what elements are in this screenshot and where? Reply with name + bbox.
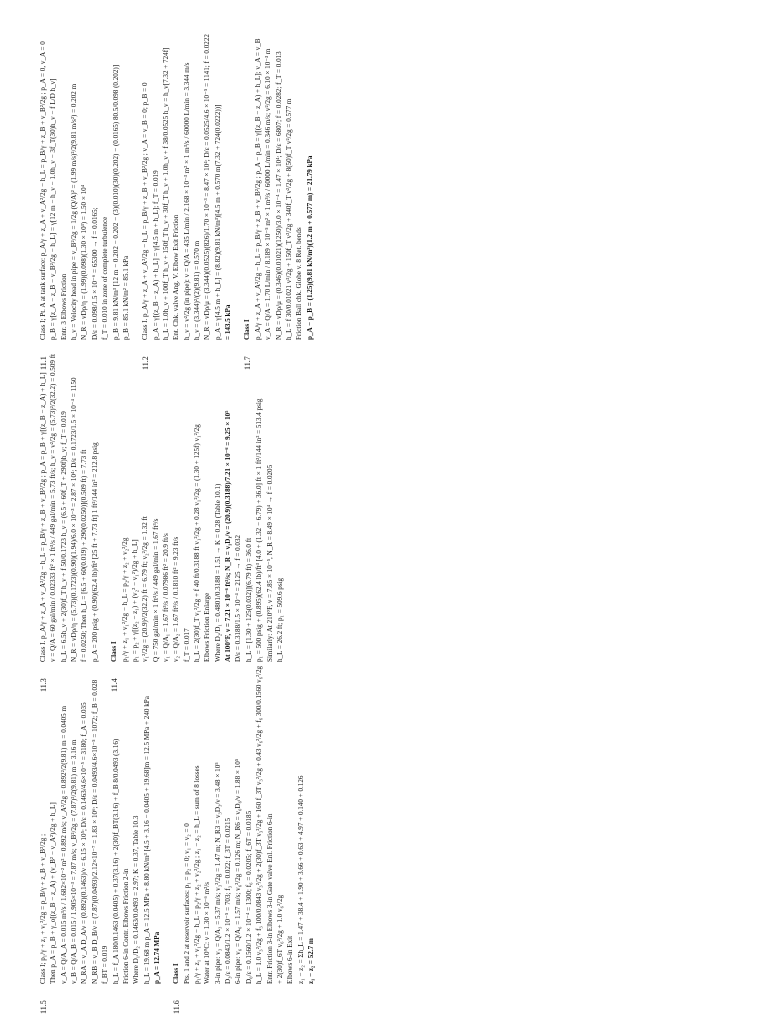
problem-block [110, 344, 285, 692]
solution-line: h_L = 19.68 m p_A = 12.5 MPa + 8.80 kN/m³ [4.5 + 3.16 − 0.0405 + 19.68]m = 12.5 MPa + 240 kPa [142, 696, 151, 984]
problem-number: 11.1 [39, 356, 48, 370]
solution-line: p_B = 85.1 kN/m² = 85.1 kPa [121, 255, 130, 340]
solution-line: h_L = 26.2 ft; p₁ = 509.6 psig [275, 577, 284, 662]
problem-block [39, 666, 162, 1014]
solution-line: Class I. p_A/γ + z_A + v_A²/2g − h_L = p_B/γ + z_B + v_B²/2g ; p_A = p_B + γ[(z_B − z_A) + h_L] [39, 372, 47, 662]
solution-line: N_RA = v_A D_A/ν = (0.892)(0.1463)/ν = 6.15 × 10⁵; D/ε = 0.1463/4.6×10⁻⁵ = 3180; f_A = 0.035 [80, 702, 89, 984]
solution-line: f = 0.0250; Then h_L = [6.5 + 60(0.019) + 290(0.0250)](0.509 ft) = 7.73 ft [80, 449, 89, 662]
solution-line: Entr. 3 Elbows Friction [59, 273, 68, 340]
solution-line: Elbows Friction Enlarge [203, 592, 212, 662]
solution-line: h_L = 1.0 v₃²/2g + f₃ 100/0.0843 v₃²/2g + 2(30)f_3T v₃²/2g + 160 f_3T v₃²/2g + 0.43 v₆²/2g + f₆ 300/0.1560 v₆²/2g [255, 665, 264, 984]
solution-line: Class I; p₁/γ + z₁ + v₁²/2g = p_B/γ + z_B + v_B²/2g ; [39, 833, 47, 984]
solution-line: Entr. Friction 3-in Elbows 3-in Gate valve Enl. Friction 6-in [265, 813, 274, 984]
solution-line: Class I [110, 641, 119, 662]
solution-line: Pts. 1 and 2 at reservoir surfaces: p₁ = p₂ = 0; v₁ = v₂ = 0 [182, 823, 191, 984]
problem-number: 11.7 [243, 356, 253, 370]
column-middle [38, 344, 738, 692]
solution-line: = 143.5 kPa [224, 304, 233, 340]
solution-line: v₁²/2g = (20.9)²/2(32.2) ft = 6.79 ft; v₂²/2g = 1.32 ft [141, 516, 150, 662]
problem-number: 11.6 [172, 1000, 182, 1014]
solution-line: N_R = vDρ/μ = (3.344)(0.0525)(826)/1.70 × 10⁻³ = 8.47 × 10⁴; D/ε = 0.0525/4.6 × 10⁻⁵ = 1141; f = 0.0222 [203, 34, 212, 340]
solution-line: h_L = f_A 180/0.1463 (0.0405) + 0.37(3.16) + 2(30)f_BT(3.16) + f_B 8/0.0493 (3.16) [111, 738, 120, 984]
problem-block [243, 22, 315, 370]
solution-line: h_L = f 30/0.01021 v²/2g + 150f_T v²/2g + 340f_T v²/2g + 8(50)f_T v²/2g = 0.577 m [284, 98, 293, 340]
problem-block [39, 22, 131, 370]
solution-line: Where D₁/D₂ = 0.1463/0.0493 = 2.97; K = 0.37, Table 10.3 [132, 815, 141, 984]
solution-line: z₁ − z₂ = 52.7 m [306, 938, 315, 984]
solution-line: v = Q/A = 60 gal/min / 0.02333 ft² × 1 ft³/s / 449 gal/min = 5.73 ft/s; h_v = v²/2g = (5.73)²/2(32.2) = 0.509 ft [49, 353, 58, 662]
solution-line: Class I [172, 963, 181, 984]
solution-line: Class I; Pt. A at tank surface: p_A/γ + z_A + v_A²/2g − h_L = p_B/γ + z_B + v_B²/2g ; p_A = 0, v_A = 0 [39, 41, 47, 340]
solution-line: 3-in pipe: v₃ = Q/A₃ = 5.37 m/s; v₃²/2g = 1.47 m; N_R3 = v₃D₃/ν = 3.48 × 10⁵ [213, 762, 222, 984]
solution-line: v_A = Q/A_A = 0.015 m³/s / 1.682×10⁻² m² = 0.892 m/s; v_A²/2g = 0.892²/2(9.81) m = 0.0405 m [59, 706, 68, 984]
solution-line: Q = 750 gal/min × 1 ft³/s / 449 gal/min = 1.67 ft³/s [151, 518, 160, 662]
solution-line: p₁/γ + z₁ + v₁²/2g − h_L = p₂/γ + z₂ + v₂²/2g ; z₁ − z₂ = h_L = sum of 8 losses [193, 765, 202, 984]
solution-line: Friction 6-in Contr. Elbows Friction 2-in [121, 868, 130, 984]
solution-line: + 2(30)f_6T v₆²/2g + 1.0 v₆²/2g [275, 894, 284, 984]
solution-line: p_A = γ[(z_B − z_A) + h_L] = γ[4.5 m + h_L]; f_T = 0.019 [151, 170, 160, 340]
problem-number: 11.2 [141, 356, 151, 370]
column-right [38, 22, 738, 370]
solution-line: Class I [243, 319, 252, 340]
solution-line: v_B = Q/A_B = 0.015 / 1.905×10⁻³ = 7.87 m/s; v_B²/2g = (7.87)²/2(9.81) m = 3.16 m [70, 739, 79, 984]
solution-line: h_L = 1.0h_v + 100f_T h_v + 150f_T h_v + 30f_T h_v + 1.0h_v + f 38/0.0525 h_v = h_v[7.32 + 724f] [161, 47, 170, 340]
solution-line: D/ε = 0.3188/1.5 × 10⁻⁴ = 2125 → f = 0.032 [234, 534, 243, 662]
solution-line: z₁ − z₂ = Σh_L = 1.47 + 38.4 + 1.90 + 3.66 + 0.63 + 4.97 + 0.140 + 0.126 [296, 775, 305, 984]
solution-line: p₁/γ + z₁ + v₁²/2g − h_L = p₂/γ + z₂ + v₂²/2g [120, 537, 129, 662]
solution-line: h_v = v²/2g (in pipe): v = Q/A = 435 L/min / 2.168 × 10⁻³ m² × 1 m³/s / 60000 L/min = 3.344 m/s [182, 62, 191, 340]
problem-number: 11.4 [110, 678, 120, 692]
problem-number: 11.3 [39, 678, 48, 692]
solution-line: p_A = γ[4.5 m + h_L] = (8.82)(9.81 kN/m³)[4.5 m + 0.570 m(7.32 + 724(0.0222))] [213, 104, 222, 340]
solution-line: h_v = Velocity head in pipe = v_B²/2g = 1/2g (Q/A)² = (1.99 m/s)²/2(9.81 m/s²) = 0.202 m [70, 83, 79, 340]
solution-line: Water at 10°C: ν = 1.30 × 10⁻⁶ m²/s [203, 881, 212, 984]
solution-line: N_R = vDρ/η = (5.73)(0.1723)(0.90)(1.94)/6.0 × 10⁻³ = 2.87 × 10⁴; D/ε = 0.1723/1.5 × 10⁻⁴ = 1150 [70, 377, 79, 662]
solution-line: N_RB = v_B D_B/ν = (7.87)(0.0493)/2.12×10⁻⁷ = 1.83 × 10⁶; D/ε = 0.0493/4.6×10⁻⁵ = 1072; f_B = 0.028 [90, 679, 99, 984]
solution-line: D/ε = 0.098/1.5 × 10⁻⁶ = 65300 → f = 0.0165; [90, 207, 99, 340]
solution-line: f_T = 0.010 in zone of complete turbulence [101, 216, 110, 340]
column-left [38, 665, 738, 1014]
solution-line: p_A − p_B = (1.25)(9.81 kN/m³)(1.2 m + 0.577 m) = 21.79 kPa [305, 155, 314, 340]
solution-line: 6-in pipe: v₆ = Q/A₆ = 1.57 m/s; v₆²/2g = 0.126 m; N_R6 = v₆D₆/ν = 1.88 × 10⁵ [234, 758, 243, 984]
solution-line: Ent. Chk. valve Ang. V. Elbow Exit Friction [172, 214, 181, 340]
solution-line: p_B = γ[z_A − z_B − v_B²/2g − h_L] = γ[12 m − h_v − 1.0h_v − 3f_T(30)h_v − f L/D h_v] [49, 78, 58, 340]
solution-line: p₁ = 500 psig + (0.895)(62.4 lb)/ft³ [4.0 + (1.32 − 6.79) + 36.0] ft × 1 ft²/144 in² = 513.4 psig [255, 398, 264, 662]
solution-line: p_A/γ + z_A + v_A²/2g − h_L = p_B/γ + z_B + v_B²/2g ; p_A − p_B = γ[(z_B − z_A) + h_L]; v_A = v_B [253, 38, 262, 340]
solution-line: v_A = Q/A = 1.70 L/min / 8.189 × 10⁻⁵ m² × 1 m³/s / 60000 L/min = 0.346 m/s; v²/2g = 6.10 × 10⁻³ m [264, 48, 273, 340]
problem-block [172, 665, 316, 1014]
solution-line: Class I. p_A/γ + z_A + v_A²/2g − h_L = p_B/γ + z_B + v_B²/2g ; v_A = v_B = 0; p_B = 0 [141, 82, 150, 340]
solution-line: p_B = 9.81 kN/m³ [12 m − 0.202 − 0.202 − (3)(0.010)(30)(0.202) − (0.0165) 80.5/0.098 (0.202)] [111, 64, 120, 340]
problem-block [39, 344, 100, 692]
solution-line: D₆/ε = 0.1560/1.2 × 10⁻⁴ = 1300; f₆ = 0.0205; f_6T = 0.0185 [244, 810, 253, 984]
solution-line: D₃/ε = 0.0843/1.2 × 10⁻⁵ = 703; f₃ = 0.022; f_3T = 0.0215 [224, 817, 233, 984]
solution-line: h_L = 2(30)f_T v₁²/2g + f 40 ft/0.3188 ft v₁²/2g + 0.28 v₁²/2g = (1.30 + 125f) v₁²/2g [193, 424, 202, 662]
solution-line: h_v = (3.344)²/(2)(9.81) = 0.570 m [193, 240, 202, 340]
solution-line: f_T = 0.017 [182, 628, 191, 662]
problem-block [141, 22, 233, 370]
problem-number: 11.5 [39, 1000, 48, 1014]
solution-line: p₁ = p₂ + γ[(z₂ − z₁) + (v₂² − v₁²)/2g + h_L] [130, 539, 139, 662]
solution-line: v₁ = Q/A₁ = 1.67 ft³/s / 0.07986 ft² = 20.9 ft/s [161, 533, 170, 662]
solution-line: Friction Ball chk. Globe v. 8 Ret. bends [295, 227, 304, 340]
solution-line: h_L = 6.5h_v + 2(30)f_T h_v + f 50/0.1723 h_v = (6.5 + 60f_T + 290f)h_v; f_T = 0.019 [59, 411, 68, 662]
solution-line: h_L = [1.30 + 125(0.032)](6.79 ft) = 36.0 ft [244, 537, 253, 662]
solution-line: At 100°F, ν = 7.21 × 10⁻⁶ ft²/s; N_R = v₁D₁/ν = (20.9)(0.3188)/7.21 × 10⁻⁶ = 9.25 × 10⁵ [224, 410, 233, 662]
solution-line: f_BT = 0.019 [101, 945, 110, 984]
solution-line: p_A = 12.74 MPa [152, 931, 161, 984]
solution-line: Similarly: At 210°F, ν = 7.85 × 10⁻⁵, N_R = 8.49 × 10⁴ → f = 0.0205 [265, 464, 274, 662]
solution-line: N_R = vDρ/η = (1.99)(0.098)(1.30 × 10³) = 1.50 × 10⁴ [80, 184, 89, 340]
solution-line: Elbows 6-in Exit [286, 935, 295, 984]
solution-line: Where D₂/D₁ = 0.4801/0.3188 = 1.51 → K = 0.28 (Table 10.1) [213, 483, 222, 662]
solution-line: v₂ = Q/A₂ = 1.67 ft³/s / 0.1810 ft² = 9.23 ft/s [172, 536, 181, 662]
solution-line: Then p_A = p_B + γ_o[(z_B − z_A) + (v_B² − v_A²)/2g + h_L] [49, 802, 58, 984]
solution-line: p_A = 200 psig + (0.90)(62.4 lb)/ft³ [25 ft + 7.73 ft] 1 ft²/144 in² = 212.8 psig [90, 442, 99, 662]
solution-line: N_R = vDρ/μ = (0.346)(0.01021)(1250)/3.0 × 10⁻⁴ = 1.47 × 10⁴; D/ε = 6807; f = 0.0282; f_T = 0.013 [274, 51, 283, 340]
